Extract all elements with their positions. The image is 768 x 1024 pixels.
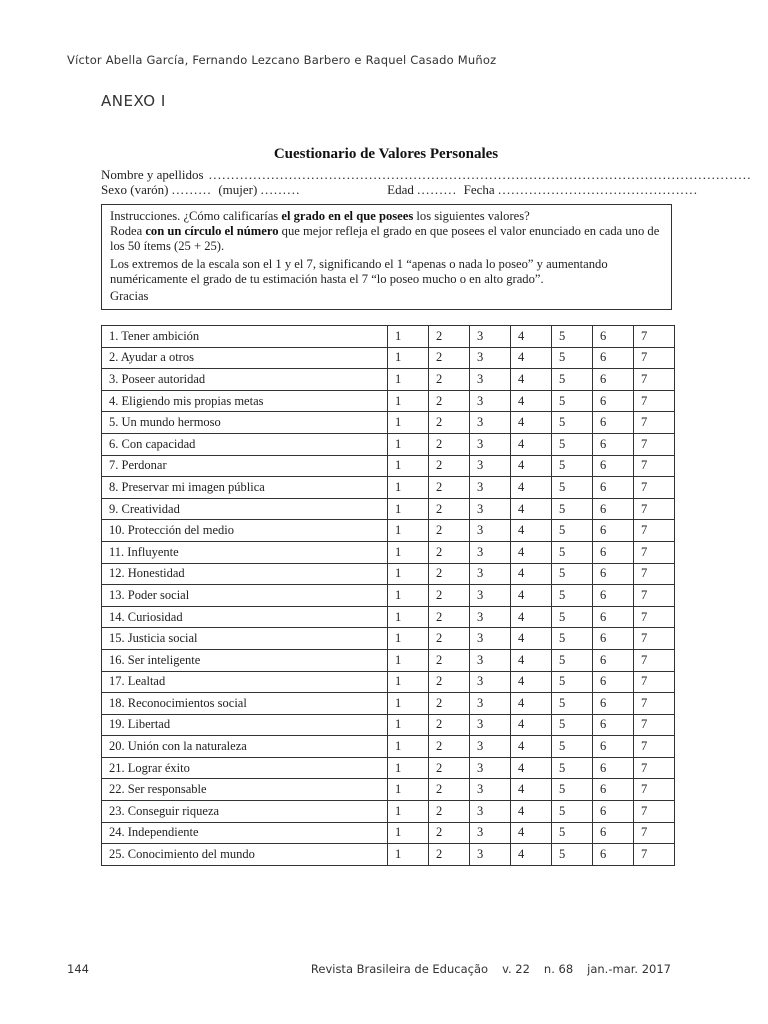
table-row xyxy=(102,390,675,412)
scale-option[interactable]: 3 xyxy=(470,779,511,801)
scale-option[interactable]: 1 xyxy=(388,649,429,671)
scale-option[interactable]: 5 xyxy=(552,326,593,348)
scale-option[interactable]: 3 xyxy=(470,390,511,412)
value-item-label: 17. Lealtad xyxy=(102,671,388,693)
age-label: Edad xyxy=(387,182,414,197)
scale-option[interactable]: 5 xyxy=(552,347,593,369)
table-row xyxy=(102,757,675,779)
scale-option[interactable]: 5 xyxy=(552,693,593,715)
scale-option[interactable]: 3 xyxy=(470,606,511,628)
header-authors: Víctor Abella García, Fernando Lezcano Barbero e Raquel Casado Muñoz xyxy=(67,53,497,67)
scale-option[interactable]: 7 xyxy=(634,347,675,369)
scale-option[interactable]: 1 xyxy=(388,757,429,779)
scale-option[interactable]: 7 xyxy=(634,801,675,823)
scale-option[interactable]: 7 xyxy=(634,390,675,412)
scale-option[interactable]: 7 xyxy=(634,563,675,585)
scale-option[interactable]: 3 xyxy=(470,369,511,391)
scale-option[interactable]: 2 xyxy=(429,628,470,650)
value-item-label: 23. Conseguir riqueza xyxy=(102,801,388,823)
scale-option[interactable]: 2 xyxy=(429,520,470,542)
table-row xyxy=(102,779,675,801)
scale-option[interactable]: 4 xyxy=(511,757,552,779)
scale-option[interactable]: 3 xyxy=(470,412,511,434)
scale-option[interactable]: 1 xyxy=(388,585,429,607)
scale-option[interactable]: 6 xyxy=(593,844,634,866)
scale-option[interactable]: 4 xyxy=(511,498,552,520)
instructions-bold-text: con un círculo el número xyxy=(145,224,279,239)
table-row xyxy=(102,844,675,866)
scale-option[interactable]: 5 xyxy=(552,779,593,801)
scale-option[interactable]: 6 xyxy=(593,757,634,779)
scale-option[interactable]: 7 xyxy=(634,714,675,736)
value-item-label: 18. Reconocimientos social xyxy=(102,693,388,715)
scale-option[interactable]: 2 xyxy=(429,477,470,499)
scale-option[interactable]: 2 xyxy=(429,433,470,455)
table-row xyxy=(102,326,675,348)
scale-option[interactable]: 7 xyxy=(634,477,675,499)
instructions-line-1 xyxy=(110,209,663,255)
scale-option[interactable]: 7 xyxy=(634,671,675,693)
value-item-label: 8. Preservar mi imagen pública xyxy=(102,477,388,499)
name-field-line xyxy=(101,167,752,183)
scale-option[interactable]: 7 xyxy=(634,369,675,391)
scale-option[interactable]: 2 xyxy=(429,606,470,628)
scale-option[interactable]: 3 xyxy=(470,563,511,585)
scale-option[interactable]: 2 xyxy=(429,736,470,758)
scale-option[interactable]: 2 xyxy=(429,498,470,520)
scale-option[interactable]: 2 xyxy=(429,347,470,369)
scale-option[interactable]: 6 xyxy=(593,326,634,348)
scale-option[interactable]: 4 xyxy=(511,433,552,455)
scale-option[interactable]: 1 xyxy=(388,693,429,715)
scale-option[interactable]: 3 xyxy=(470,455,511,477)
value-item-label: 21. Lograr éxito xyxy=(102,757,388,779)
table-row xyxy=(102,606,675,628)
age-dots: ......... xyxy=(417,182,458,197)
table-row xyxy=(102,671,675,693)
scale-option[interactable]: 7 xyxy=(634,455,675,477)
scale-option[interactable]: 2 xyxy=(429,563,470,585)
instructions-box xyxy=(101,204,672,310)
scale-option[interactable]: 4 xyxy=(511,628,552,650)
scale-option[interactable]: 2 xyxy=(429,757,470,779)
scale-option[interactable]: 4 xyxy=(511,455,552,477)
scale-option[interactable]: 4 xyxy=(511,477,552,499)
scale-option[interactable]: 3 xyxy=(470,822,511,844)
scale-option[interactable]: 6 xyxy=(593,714,634,736)
journal-period: jan.-mar. 2017 xyxy=(587,962,671,976)
table-row xyxy=(102,455,675,477)
values-table-body xyxy=(102,326,675,866)
scale-option[interactable]: 6 xyxy=(593,369,634,391)
scale-option[interactable]: 2 xyxy=(429,844,470,866)
scale-option[interactable]: 1 xyxy=(388,412,429,434)
instructions-text: los siguientes valores? xyxy=(413,209,530,223)
scale-option[interactable]: 6 xyxy=(593,779,634,801)
scale-option[interactable]: 7 xyxy=(634,520,675,542)
scale-option[interactable]: 4 xyxy=(511,693,552,715)
scale-option[interactable]: 7 xyxy=(634,822,675,844)
scale-option[interactable]: 4 xyxy=(511,563,552,585)
scale-option[interactable]: 2 xyxy=(429,585,470,607)
scale-option[interactable]: 4 xyxy=(511,736,552,758)
scale-option[interactable]: 1 xyxy=(388,606,429,628)
scale-option[interactable]: 6 xyxy=(593,390,634,412)
scale-option[interactable]: 4 xyxy=(511,520,552,542)
scale-option[interactable]: 3 xyxy=(470,714,511,736)
scale-option[interactable]: 3 xyxy=(470,347,511,369)
scale-option[interactable]: 3 xyxy=(470,477,511,499)
scale-option[interactable]: 7 xyxy=(634,757,675,779)
table-row xyxy=(102,498,675,520)
scale-option[interactable]: 5 xyxy=(552,477,593,499)
scale-option[interactable]: 6 xyxy=(593,736,634,758)
table-row xyxy=(102,520,675,542)
scale-option[interactable]: 7 xyxy=(634,541,675,563)
scale-option[interactable]: 1 xyxy=(388,390,429,412)
scale-option[interactable]: 1 xyxy=(388,563,429,585)
scale-option[interactable]: 3 xyxy=(470,541,511,563)
value-item-label: 20. Unión con la naturaleza xyxy=(102,736,388,758)
form-title: Cuestionario de Valores Personales xyxy=(273,146,499,162)
scale-option[interactable]: 5 xyxy=(552,736,593,758)
scale-option[interactable]: 2 xyxy=(429,693,470,715)
sex-male-label: Sexo (varón) xyxy=(101,182,169,197)
values-table xyxy=(101,325,675,866)
value-item-label: 1. Tener ambición xyxy=(102,326,388,348)
scale-option[interactable]: 5 xyxy=(552,606,593,628)
scale-option[interactable]: 4 xyxy=(511,822,552,844)
scale-option[interactable]: 3 xyxy=(470,585,511,607)
scale-option[interactable]: 1 xyxy=(388,326,429,348)
scale-option[interactable]: 3 xyxy=(470,628,511,650)
value-item-label: 7. Perdonar xyxy=(102,455,388,477)
sex-female-dots: ......... xyxy=(260,182,301,197)
scale-option[interactable]: 6 xyxy=(593,541,634,563)
scale-option[interactable]: 3 xyxy=(470,844,511,866)
scale-option[interactable]: 6 xyxy=(593,520,634,542)
scale-option[interactable]: 6 xyxy=(593,628,634,650)
value-item-label: 5. Un mundo hermoso xyxy=(102,412,388,434)
scale-option[interactable]: 1 xyxy=(388,477,429,499)
journal-name: Revista Brasileira de Educação xyxy=(310,962,489,976)
scale-option[interactable]: 3 xyxy=(470,736,511,758)
value-item-label: 19. Libertad xyxy=(102,714,388,736)
scale-option[interactable]: 1 xyxy=(388,844,429,866)
scale-option[interactable]: 6 xyxy=(593,498,634,520)
scale-option[interactable]: 4 xyxy=(511,585,552,607)
instructions-bold-text: el grado en el que posees xyxy=(281,209,414,223)
scale-option[interactable]: 7 xyxy=(634,779,675,801)
scale-option[interactable]: 5 xyxy=(552,563,593,585)
value-item-label: 24. Independiente xyxy=(102,822,388,844)
value-item-label: 16. Ser inteligente xyxy=(102,649,388,671)
scale-option[interactable]: 4 xyxy=(511,801,552,823)
scale-option[interactable]: 1 xyxy=(388,671,429,693)
value-item-label: 12. Honestidad xyxy=(102,563,388,585)
scale-option[interactable]: 3 xyxy=(470,326,511,348)
table-row xyxy=(102,477,675,499)
value-item-label: 13. Poder social xyxy=(102,585,388,607)
scale-option[interactable]: 1 xyxy=(388,520,429,542)
scale-option[interactable]: 7 xyxy=(634,736,675,758)
scale-option[interactable]: 1 xyxy=(388,714,429,736)
scale-option[interactable]: 7 xyxy=(634,412,675,434)
value-item-label: 6. Con capacidad xyxy=(102,433,388,455)
value-item-label: 22. Ser responsable xyxy=(102,779,388,801)
scale-option[interactable]: 1 xyxy=(388,628,429,650)
table-row xyxy=(102,649,675,671)
value-item-label: 9. Creatividad xyxy=(102,498,388,520)
page-number: 144 xyxy=(67,962,89,976)
sex-male-dots: ......... xyxy=(171,182,212,197)
scale-option[interactable]: 2 xyxy=(429,390,470,412)
scale-option[interactable]: 3 xyxy=(470,520,511,542)
scale-option[interactable]: 5 xyxy=(552,369,593,391)
scale-option[interactable]: 5 xyxy=(552,541,593,563)
table-row xyxy=(102,628,675,650)
scale-option[interactable]: 3 xyxy=(470,801,511,823)
table-row xyxy=(102,412,675,434)
scale-option[interactable]: 6 xyxy=(593,477,634,499)
scale-option[interactable]: 1 xyxy=(388,822,429,844)
scale-option[interactable]: 2 xyxy=(429,649,470,671)
scale-option[interactable]: 3 xyxy=(470,671,511,693)
scale-option[interactable]: 1 xyxy=(388,801,429,823)
table-row xyxy=(102,369,675,391)
scale-option[interactable]: 5 xyxy=(552,844,593,866)
value-item-label: 14. Curiosidad xyxy=(102,606,388,628)
scale-option[interactable]: 5 xyxy=(552,585,593,607)
scale-option[interactable]: 7 xyxy=(634,326,675,348)
scale-option[interactable]: 5 xyxy=(552,628,593,650)
scale-option[interactable]: 4 xyxy=(511,347,552,369)
scale-option[interactable]: 4 xyxy=(511,541,552,563)
scale-option[interactable]: 1 xyxy=(388,347,429,369)
scale-option[interactable]: 4 xyxy=(511,649,552,671)
table-row xyxy=(102,563,675,585)
scale-option[interactable]: 4 xyxy=(511,606,552,628)
scale-option[interactable]: 7 xyxy=(634,693,675,715)
table-row xyxy=(102,433,675,455)
scale-option[interactable]: 6 xyxy=(593,606,634,628)
scale-option[interactable]: 6 xyxy=(593,693,634,715)
scale-option[interactable]: 5 xyxy=(552,801,593,823)
value-item-label: 25. Conocimiento del mundo xyxy=(102,844,388,866)
date-dots: ............................................. xyxy=(497,182,699,197)
value-item-label: 2. Ayudar a otros xyxy=(102,347,388,369)
scale-option[interactable]: 4 xyxy=(511,326,552,348)
instructions-thanks: Gracias xyxy=(110,289,149,304)
name-label: Nombre y apellidos xyxy=(101,167,204,182)
scale-option[interactable]: 1 xyxy=(388,433,429,455)
scale-option[interactable]: 1 xyxy=(388,455,429,477)
scale-option[interactable]: 3 xyxy=(470,433,511,455)
scale-option[interactable]: 3 xyxy=(470,693,511,715)
scale-option[interactable]: 5 xyxy=(552,455,593,477)
scale-option[interactable]: 4 xyxy=(511,714,552,736)
scale-option[interactable]: 6 xyxy=(593,822,634,844)
scale-option[interactable]: 6 xyxy=(593,563,634,585)
journal-volume: v. 22 xyxy=(502,962,530,976)
scale-option[interactable]: 6 xyxy=(593,455,634,477)
scale-option[interactable]: 5 xyxy=(552,433,593,455)
scale-option[interactable]: 6 xyxy=(593,649,634,671)
value-item-label: 11. Influyente xyxy=(102,541,388,563)
sex-age-date-line xyxy=(101,182,699,198)
journal-issue: n. 68 xyxy=(543,962,574,976)
table-row xyxy=(102,801,675,823)
table-row xyxy=(102,693,675,715)
value-item-label: 3. Poseer autoridad xyxy=(102,369,388,391)
table-row xyxy=(102,541,675,563)
scale-option[interactable]: 1 xyxy=(388,369,429,391)
scale-option[interactable]: 6 xyxy=(593,671,634,693)
scale-option[interactable]: 6 xyxy=(593,347,634,369)
scale-option[interactable]: 5 xyxy=(552,714,593,736)
scale-option[interactable]: 5 xyxy=(552,520,593,542)
sex-female-label: (mujer) xyxy=(218,182,258,197)
scale-option[interactable]: 4 xyxy=(511,369,552,391)
table-row xyxy=(102,347,675,369)
table-row xyxy=(102,714,675,736)
scale-option[interactable]: 6 xyxy=(593,412,634,434)
scale-option[interactable]: 4 xyxy=(511,779,552,801)
scale-option[interactable]: 3 xyxy=(470,498,511,520)
table-row xyxy=(102,585,675,607)
scale-option[interactable]: 2 xyxy=(429,326,470,348)
annex-title: ANEXO I xyxy=(101,92,166,110)
journal-citation xyxy=(297,962,671,976)
scale-option[interactable]: 6 xyxy=(593,433,634,455)
scale-option[interactable]: 5 xyxy=(552,757,593,779)
scale-option[interactable]: 3 xyxy=(470,757,511,779)
scale-option[interactable]: 2 xyxy=(429,369,470,391)
name-fill-dots: .......................................................................................................................... xyxy=(208,167,752,182)
scale-option[interactable]: 2 xyxy=(429,671,470,693)
scale-option[interactable]: 7 xyxy=(634,433,675,455)
scale-option[interactable]: 5 xyxy=(552,390,593,412)
table-row xyxy=(102,822,675,844)
scale-option[interactable]: 6 xyxy=(593,801,634,823)
scale-option[interactable]: 7 xyxy=(634,585,675,607)
instructions-text: que mejor refleja el grado en que posees el valor enunciado en cada uno de los 50 ítems (25 + 25). xyxy=(110,224,660,254)
scale-option[interactable]: 4 xyxy=(511,390,552,412)
scale-option[interactable]: 3 xyxy=(470,649,511,671)
scale-option[interactable]: 2 xyxy=(429,714,470,736)
scale-option[interactable]: 1 xyxy=(388,779,429,801)
scale-option[interactable]: 4 xyxy=(511,412,552,434)
scale-option[interactable]: 7 xyxy=(634,844,675,866)
scale-option[interactable]: 6 xyxy=(593,585,634,607)
scale-option[interactable]: 1 xyxy=(388,498,429,520)
scale-option[interactable]: 5 xyxy=(552,671,593,693)
scale-option[interactable]: 2 xyxy=(429,822,470,844)
scale-option[interactable]: 1 xyxy=(388,736,429,758)
scale-option[interactable]: 2 xyxy=(429,541,470,563)
scale-option[interactable]: 4 xyxy=(511,671,552,693)
scale-option[interactable]: 2 xyxy=(429,779,470,801)
scale-option[interactable]: 1 xyxy=(388,541,429,563)
scale-option[interactable]: 7 xyxy=(634,606,675,628)
scale-option[interactable]: 5 xyxy=(552,649,593,671)
scale-option[interactable]: 2 xyxy=(429,412,470,434)
scale-option[interactable]: 7 xyxy=(634,498,675,520)
instructions-scale-text: Los extremos de la escala son el 1 y el 7, significando el 1 “apenas o nada lo poseo” y aumentando numéricamente el grado de tu estimación hasta el 7 “lo poseo mucho o en alto grado”. xyxy=(110,256,608,286)
scale-option[interactable]: 4 xyxy=(511,844,552,866)
scale-option[interactable]: 5 xyxy=(552,822,593,844)
scale-option[interactable]: 5 xyxy=(552,498,593,520)
scale-option[interactable]: 2 xyxy=(429,801,470,823)
date-label: Fecha xyxy=(463,182,495,197)
scale-option[interactable]: 7 xyxy=(634,649,675,671)
value-item-label: 4. Eligiendo mis propias metas xyxy=(102,390,388,412)
value-item-label: 15. Justicia social xyxy=(102,628,388,650)
instructions-text: Rodea xyxy=(110,224,146,239)
scale-option[interactable]: 5 xyxy=(552,412,593,434)
table-row xyxy=(102,736,675,758)
scale-option[interactable]: 7 xyxy=(634,628,675,650)
scale-option[interactable]: 2 xyxy=(429,455,470,477)
value-item-label: 10. Protección del medio xyxy=(102,520,388,542)
instructions-text: Instrucciones. ¿Cómo calificarías xyxy=(110,209,282,223)
